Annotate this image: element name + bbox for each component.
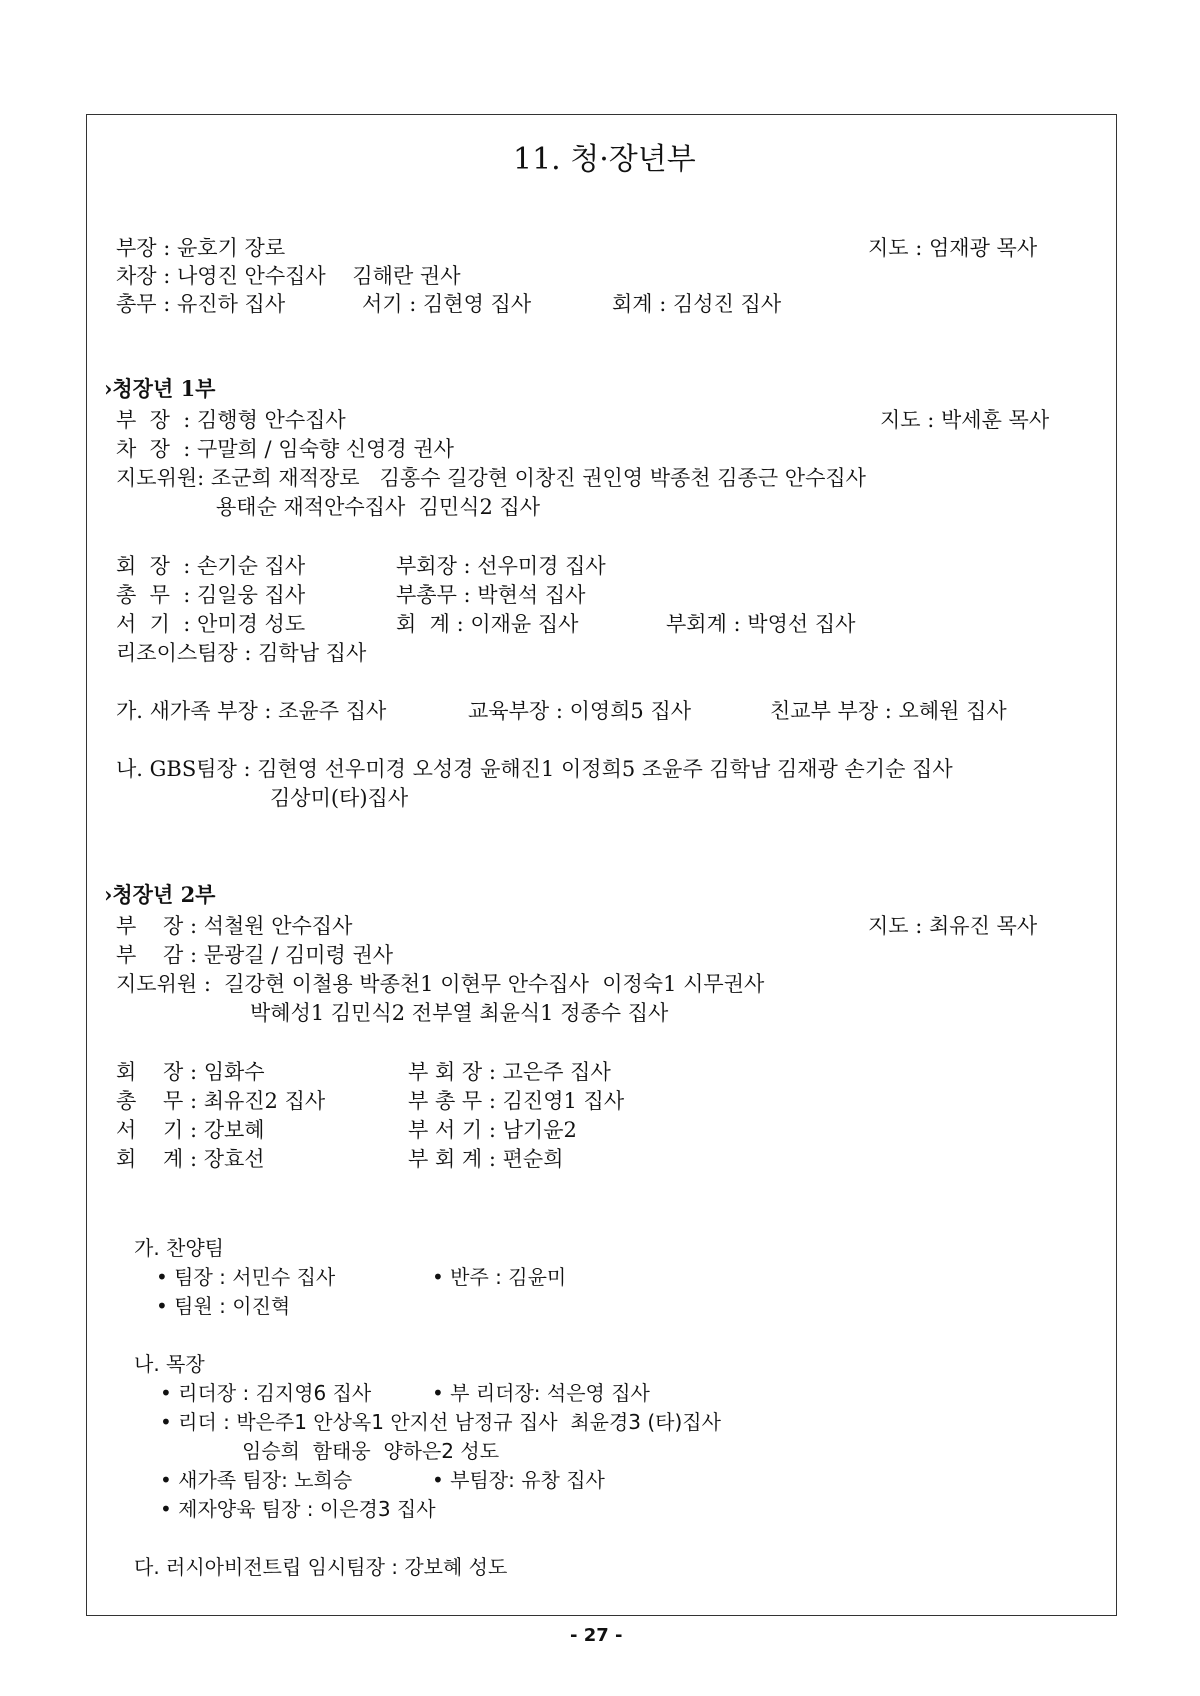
dept2-advisor: 지도 : 최유진 목사	[868, 914, 1038, 938]
page-number: - 27 -	[570, 1625, 623, 1646]
russia-vision-trip: 다. 러시아비전트립 임시팀장 : 강보혜 성도	[134, 1555, 508, 1579]
pastoral-leaders-2: 임승희 함태웅 양하은2 성도	[242, 1439, 500, 1463]
dept1-leaders-team: 리조이스팀장 : 김학남 집사	[116, 641, 367, 665]
dept1-mentors-2: 용태순 재적안수집사 김민식2 집사	[216, 495, 541, 519]
dept1-secretary: 서 기 : 안미경 성도	[116, 612, 306, 636]
dept2-head: 부 장 : 석철원 안수집사	[116, 914, 353, 938]
dept2-mentors-2: 박혜성1 김민식2 전부열 최윤식1 정종수 집사	[250, 1001, 669, 1025]
dept1-item-na-1: 나. GBS팀장 : 김현영 선우미경 오성경 윤해진1 이정희5 조윤주 김학남 김재광 손기순 집사	[116, 757, 953, 781]
newfamily-leader: • 새가족 팀장: 노희승	[160, 1468, 353, 1492]
dept2-general: 총 무 : 최유진2 집사	[116, 1089, 326, 1113]
choir-leader: • 팀장 : 서민수 집사	[156, 1265, 336, 1289]
pastoral-leaders-1: • 리더 : 박은주1 안상옥1 안지선 남정규 집사 최윤경3 (타)집사	[160, 1410, 721, 1434]
dept1-item-na-2: 김상미(타)집사	[270, 786, 409, 810]
header-treasurer: 회계 : 김성진 집사	[612, 292, 782, 316]
dept1-head: 부 장 : 김행형 안수집사	[116, 408, 346, 432]
dept1-advisor: 지도 : 박세훈 목사	[880, 408, 1050, 432]
dept2-heading: ›청장년 2부	[104, 882, 216, 907]
dept1-treasurer: 회 계 : 이재윤 집사	[396, 612, 579, 636]
header-advisor: 지도 : 엄재광 목사	[868, 236, 1038, 260]
header-secretary: 서기 : 김현영 집사	[362, 292, 532, 316]
dept1-president: 회 장 : 손기순 집사	[116, 554, 306, 578]
dept1-vice: 차 장 : 구말희 / 임숙향 신영경 권사	[116, 437, 454, 461]
dept2-vice-secretary: 부 서 기 : 남기윤2	[408, 1118, 577, 1142]
choir-member: • 팀원 : 이진혁	[156, 1294, 291, 1318]
header-general: 총무 : 유진하 집사	[116, 292, 286, 316]
dept2-secretary: 서 기 : 강보혜	[116, 1118, 265, 1142]
dept2-supervisor: 부 감 : 문광길 / 김미령 권사	[116, 943, 394, 967]
pastoral-leader: • 리더장 : 김지영6 집사	[160, 1381, 372, 1405]
choir-title: 가. 찬양팀	[134, 1236, 224, 1260]
dept2-vice-treasurer: 부 회 계 : 편순희	[408, 1147, 564, 1171]
dept2-vice-general: 부 총 무 : 김진영1 집사	[408, 1089, 625, 1113]
dept1-vice-general: 부총무 : 박현석 집사	[396, 583, 586, 607]
discipleship-leader: • 제자양육 팀장 : 이은경3 집사	[160, 1497, 436, 1521]
header-vice: 차장 : 나영진 안수집사 김해란 권사	[116, 264, 461, 288]
pastoral-title: 나. 목장	[134, 1352, 205, 1376]
dept1-general: 총 무 : 김일웅 집사	[116, 583, 306, 607]
dept2-treasurer: 회 계 : 장효선	[116, 1147, 265, 1171]
dept1-vice-president: 부회장 : 선우미경 집사	[396, 554, 606, 578]
pastoral-sub-leader: • 부 리더장: 석은영 집사	[432, 1381, 650, 1405]
newfamily-sub-leader: • 부팀장: 유창 집사	[432, 1468, 605, 1492]
dept1-vice-treasurer: 부회계 : 박영선 집사	[666, 612, 856, 636]
dept1-item-ga-c: 친교부 부장 : 오혜원 집사	[770, 699, 1007, 723]
page-title: 11. 청·장년부	[513, 142, 696, 177]
header-director: 부장 : 윤호기 장로	[116, 236, 286, 260]
choir-accompanist: • 반주 : 김윤미	[432, 1265, 567, 1289]
dept2-vice-president: 부 회 장 : 고은주 집사	[408, 1060, 611, 1084]
dept2-mentors-1: 지도위원 : 길강현 이철용 박종천1 이현무 안수집사 이정숙1 시무권사	[116, 972, 765, 996]
dept1-item-ga-a: 가. 새가족 부장 : 조윤주 집사	[116, 699, 387, 723]
dept2-president: 회 장 : 임화수	[116, 1060, 265, 1084]
dept1-item-ga-b: 교육부장 : 이영희5 집사	[468, 699, 692, 723]
dept1-mentors-1: 지도위원: 조군희 재적장로 김홍수 길강현 이창진 권인영 박종천 김종근 안수집사	[116, 466, 866, 490]
dept1-heading: ›청장년 1부	[104, 376, 216, 401]
